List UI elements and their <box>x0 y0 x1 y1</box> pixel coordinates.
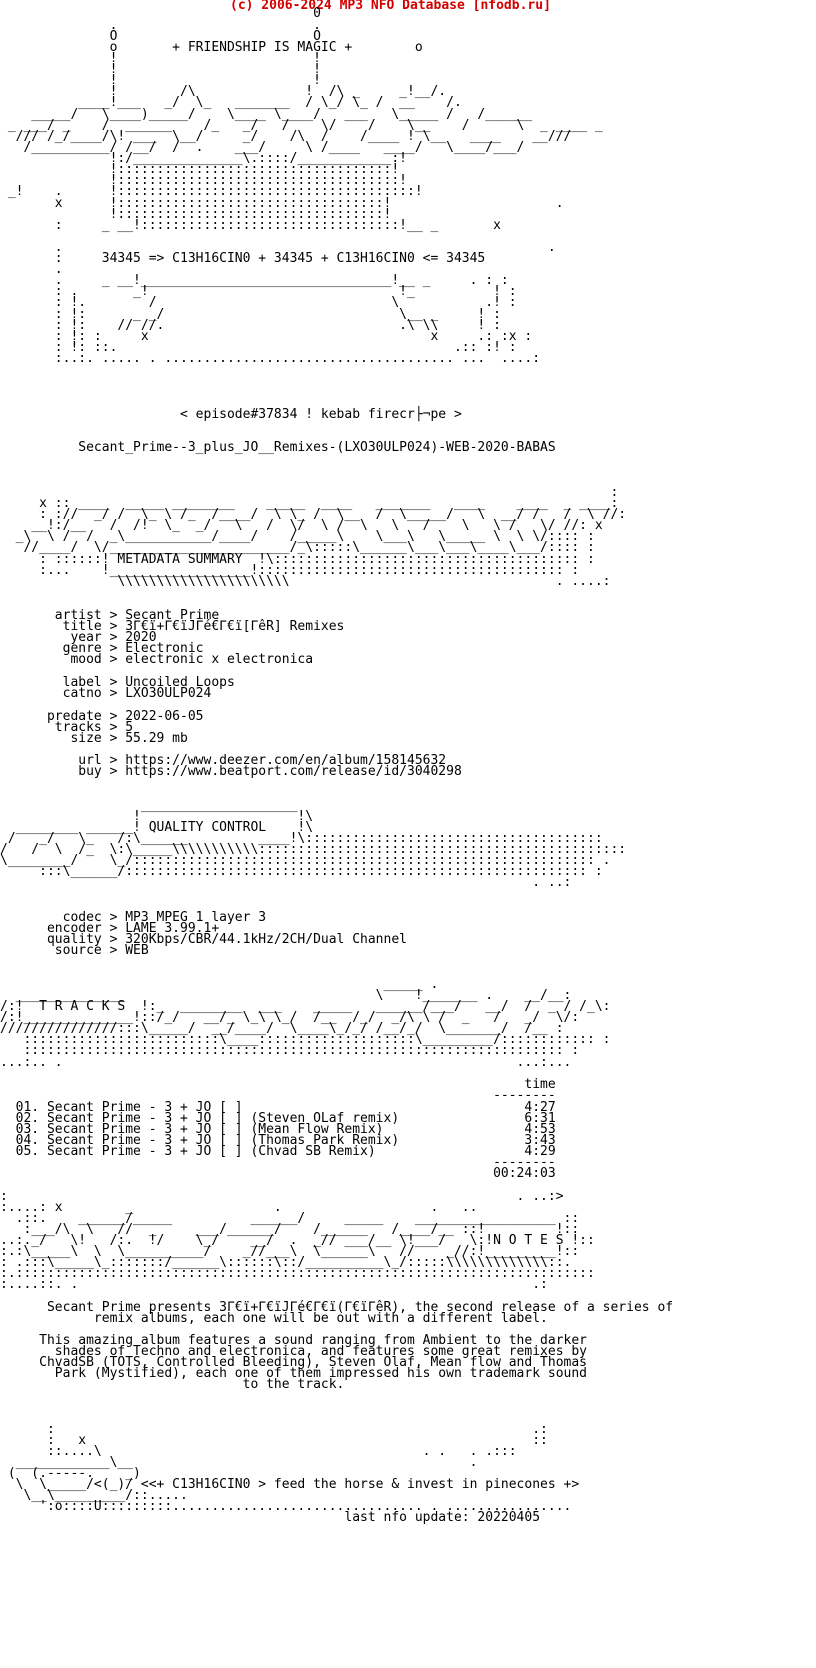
notes-art-line-5: :.:\_____\ \ \__________/ _//___\ \______\ // _//:!_________!:: <box>0 1244 580 1259</box>
meta-label: label > Uncoiled Loops <box>0 675 235 690</box>
art-line-28: : !: : x x .: :x : <box>0 329 533 344</box>
qc-art-line-1: ! !\ <box>0 809 314 824</box>
footer-art-line-1: : x :: <box>0 1433 548 1448</box>
art-line-29: : !: ::. .:: :! : <box>0 340 517 355</box>
art-line-6: ! ! <box>0 73 321 88</box>
art-line-30: :..:. ..... . ..................................... ... ....: <box>0 351 541 366</box>
track-row-1: 01. Secant Prime - 3 + JO [ ] 4:27 <box>0 1100 556 1115</box>
art-line-21: : 34345 => C13H16CIN0 + 34345 + C13H16CIN0 <= 34345 <box>0 251 486 266</box>
art-line-15: !::::::::::::::::::::::::::::::::::::! <box>0 173 407 188</box>
qc-art-line-2: ________ ______! QUALITY CONTROL !\ <box>0 820 314 835</box>
art-line-9: _____/ \____)_____/ \____ \____/ ___ \_____ / /______ <box>0 107 533 122</box>
footer-art-line-7: ':o::::U:::::::::................................ . ................ <box>0 1499 572 1514</box>
art-line-35: : :// _/ / \_ \ /_ /____/ \ \_ / \__ / \_____/ \ __/ / / \ //: <box>0 507 627 522</box>
art-line-20: . . <box>0 240 556 255</box>
notes-art-line-8: :....::. . .: <box>0 1277 548 1292</box>
meta-url: url > https://www.deezer.com/en/album/158145632 <box>0 753 447 768</box>
meta-artist: artist > Secant Prime <box>0 608 220 623</box>
tracks-art-line-6: ::::::::::::::::::::::::::::::::::::::::::::::::::::::::::::::::::::: : <box>0 1043 580 1058</box>
meta-genre: genre > Electronic <box>0 641 204 656</box>
footer-art-line-2: ::....\ . . . .::: <box>0 1444 517 1459</box>
qc-art-line-7: . ..: <box>0 875 572 890</box>
qc-encoder: encoder > LAME 3.99.1+ <box>0 921 220 936</box>
art-line-2: O O <box>0 29 321 44</box>
total-time: 00:24:03 <box>0 1166 556 1181</box>
art-line-31: < episode#37834 ! kebab firecr├¬pe > <box>0 407 462 422</box>
art-line-38: //____/ \/_______________________/_\:::::\______\___\___\____\___/:::: : <box>0 540 595 555</box>
track-row-5: 05. Secant Prime - 3 + JO [ ] (Chvad SB Remix) 4:29 <box>0 1144 556 1159</box>
qc-quality: quality > 320Kbps/CBR/44.1kHz/2CH/Dual Channel <box>0 932 407 947</box>
notes-line-4: ChvadSB (TOTS, Controlled Bleeding), Steven Olaf, Mean flow and Thomas <box>0 1355 587 1370</box>
art-line-3: o + FRIENDSHIP IS MAGIC + o <box>0 40 423 55</box>
last-update: last nfo update: 20220405 <box>0 1510 541 1525</box>
art-line-34: x :: ____ _____ ________ _____ ____ _______ ____ ____ _ ____: <box>0 496 619 511</box>
art-line-26: : !: _ _/ \__ _ ! : <box>0 307 501 322</box>
tracks-art-line-3: /:!______________!::/_/ __/_ \_\ \_/ /__ /_/ _/\ \ / _ / _/ \/: <box>0 1010 580 1025</box>
footer-art-line-3: ____________\__ . <box>0 1455 478 1470</box>
art-line-12: /__________/ /__/ / . ___/ \ /____ ____/ \____/___/ <box>0 140 525 155</box>
art-line-40: :... !__________________!::::::::::::::::::::::::::::::::::::::: : <box>0 563 580 578</box>
track-row-3: 03. Secant Prime - 3 + JO [ ] (Mean Flow Remix) 4:53 <box>0 1122 556 1137</box>
art-line-39: : ::::::! METADATA SUMMARY !\::::::::::::::::::::::::::::::::::::::: : <box>0 552 595 567</box>
qc-art-line-3: / _/ \_ /:\______ ____!\:::::::::::::::::::::::::::::::::::::: <box>0 831 603 846</box>
time-header: time <box>0 1077 556 1092</box>
art-line-8: ____!___ _/ \_ _______ / \_/ \_ / __ /. <box>0 95 462 110</box>
footer-art-line-0: : .: <box>0 1422 548 1437</box>
qc-art-line-6: :::\______/::::::::::::::::::::::::::::::::::::::::::::::::::::::::::: : <box>0 864 603 879</box>
art-line-14: !:::::::::::::::::::::::::::::::::::! <box>0 162 400 177</box>
qc-codec: codec > MP3 MPEG 1 layer 3 <box>0 910 267 925</box>
tracks-art-line-5: :::::::::::::::::::::::::\____::::::::::::::::::::\_________/:::::::::::: : <box>0 1032 611 1047</box>
notes-art-line-4: ..:._/ \! /:. !/ \_/ __/ . _// ___/__ \!___/ \:!N O T E S !:: <box>0 1233 595 1248</box>
notes-line-1: remix albums, each one will be out with a different label. <box>0 1311 548 1326</box>
notes-art-line-2: .::. ______/_____ ______/ _____ __________________ :: <box>0 1211 580 1226</box>
footer-art-line-4: ( (.-----. _) <box>0 1466 141 1481</box>
notes-line-6: to the track. <box>0 1377 345 1392</box>
art-line-22: . <box>0 262 63 277</box>
notes-line-3: shades of Techno and electronica, and features some great remixes by <box>0 1344 587 1359</box>
art-line-4: ! ! <box>0 51 321 66</box>
meta-mood: mood > electronic x electronica <box>0 652 314 667</box>
art-line-32: Secant_Prime--3_plus_JO__Remixes-(LXO30ULP024)-WEB-2020-BABAS <box>0 440 556 455</box>
meta-year: year > 2020 <box>0 630 157 645</box>
track-row-4: 04. Secant Prime - 3 + JO [ ] (Thomas Park Remix) 3:43 <box>0 1133 556 1148</box>
meta-predate: predate > 2022-06-05 <box>0 709 204 724</box>
notes-line-0: Secant Prime presents 3Γ€ï+Γ€ïJΓé€Γ€ï(Γ€ïΓêR), the second release of a series of <box>0 1300 674 1315</box>
footer-art-line-5: \ \_____/<(_)/ <<+ C13H16CIN0 > feed the horse & invest in pinecones +> <box>0 1477 580 1492</box>
footer-art-line-6: \__\_________/::..... <box>0 1488 188 1503</box>
art-line-11: /// /_/____/\! ___ \__/ _/ /\ / /____ ! \__ ____ __/// <box>0 129 572 144</box>
tracks-art-line-1: ______________ \ !_______ . __/__: <box>0 988 572 1003</box>
notes-art-line-0: : . ..:> <box>0 1189 564 1204</box>
art-line-7: ! /\ ! /\ _ _!__/. <box>0 84 447 99</box>
copyright-line: (c) 2006-2024 MP3 NFO Database [nfodb.ru] <box>230 0 551 13</box>
meta-buy: buy > https://www.beatport.com/release/id/3040298 <box>0 764 462 779</box>
art-line-16: _! . !::::::::::::::::::::::::::::::::::::::! <box>0 184 423 199</box>
time-separator-bottom: -------- <box>0 1155 556 1170</box>
art-line-36: __!:/__ / /! \_ _/ \ / \/ \ / \ \ / \ \ / \/ //: x <box>0 518 603 533</box>
meta-size: size > 55.29 mb <box>0 731 188 746</box>
notes-art-line-1: :....: x _ . . .. <box>0 1200 478 1215</box>
meta-tracks: tracks > 5 <box>0 720 134 735</box>
art-line-17: x !::::::::::::::::::::::::::::::::::! . <box>0 196 564 211</box>
tracks-art-line-4: ///////////////:::\_____/ __/____/ \____\_/_/ /__/_/ \_______/ /__ : <box>0 1021 564 1036</box>
time-separator-top: -------- <box>0 1088 556 1103</box>
track-row-2: 02. Secant Prime - 3 + JO [ ] (Steven OLaf remix) 6:31 <box>0 1111 556 1126</box>
art-line-13: !:/______________\.::::/____________:! <box>0 151 407 166</box>
notes-art-line-6: : .:::\_____\_:::::::/______\::::::\::/__________\_/:::::\\\\\\\\\\\\\::. <box>0 1255 572 1270</box>
tracks-art-line-0: _____ . <box>0 977 439 992</box>
qc-art-line-0: ____________________ <box>0 798 298 813</box>
art-line-41: \\\\\\\\\\\\\\\\\\\\\\ . ....: <box>0 574 611 589</box>
art-line-25: : !. / \ .! : <box>0 295 517 310</box>
qc-art-line-4: / / \ /_ \:\_____\\\\\\\\\\\::::::::::::::::::::::::::::::::::::::::::::::: <box>0 842 627 857</box>
art-line-27: : !: // //. .\ \\ ! : <box>0 318 501 333</box>
notes-art-line-3: :___/\ \ // _ ___/______/ /______ /____/__ ::! !:: <box>0 1222 580 1237</box>
notes-art-line-7: :.:::::::::::::::::::::::::::::::::::::::::::::::::::::::::::::::::::::::::: <box>0 1266 595 1281</box>
art-line-18: !::::::::::::::::::::::::::::::::::! <box>0 207 392 222</box>
art-line-0: 0 <box>0 6 321 21</box>
art-line-10: _ ___/ _ / ______ /_ _/ / \/ / \__ / \ _ ____ _ <box>0 118 603 133</box>
tracks-art-line-7: ...:.. . ...:... <box>0 1055 572 1070</box>
qc-source: source > WEB <box>0 943 149 958</box>
art-line-1: . . <box>0 18 321 33</box>
art-line-37: _\ \ / / _\___________/____/ /_____\ \___\ \_____ \ \ \/:::: : <box>0 529 595 544</box>
art-line-23: . _ __!________________________________!__ _ . : : <box>0 273 509 288</box>
art-line-33: : <box>0 485 619 500</box>
meta-catno: catno > LXO30ULP024 <box>0 686 212 701</box>
tracks-art-line-2: /:! T R A C K S !:_ ________ ___ _____ ______/___/ __/ / _ / /_\: <box>0 999 611 1014</box>
art-line-5: ! ! <box>0 62 321 77</box>
art-line-19: : _ __!:::::::::::::::::::::::::::::::::!__ _ x <box>0 218 501 233</box>
art-line-24: : . _! !_ ! : <box>0 284 517 299</box>
meta-title: title > 3Γ€ï+Γ€ïJΓé€Γ€ï[ΓêR] Remixes <box>0 619 345 634</box>
qc-art-line-5: \________/ \_/::::::::::::::::::::::::::::::::::::::::::::::::::::::::::: . <box>0 853 611 868</box>
notes-line-2: This amazing album features a sound ranging from Ambient to the darker <box>0 1333 587 1348</box>
notes-line-5: Park (Mystified), each one of them impressed his own trademark sound <box>0 1366 587 1381</box>
